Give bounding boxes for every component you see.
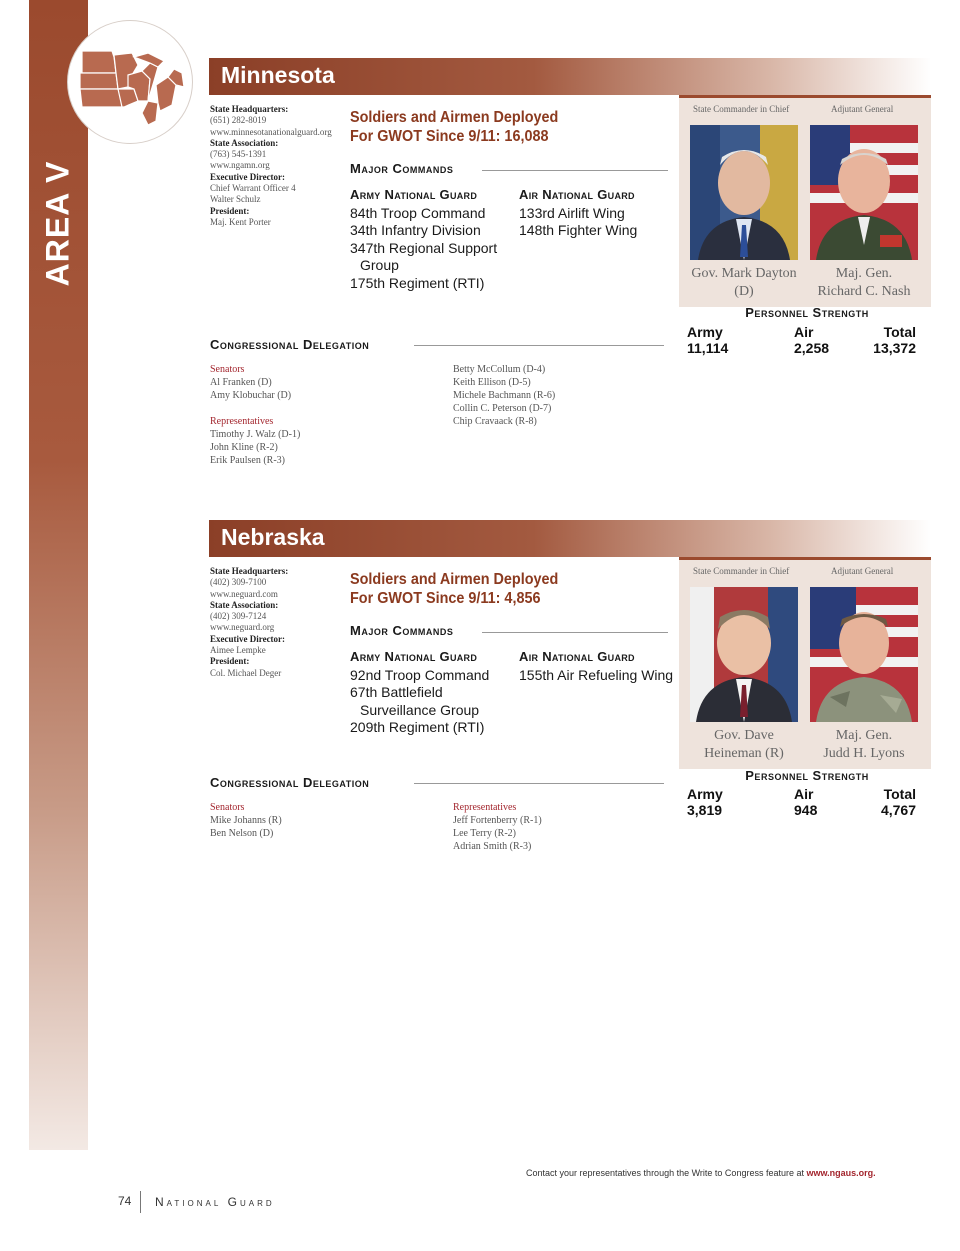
commander-name: [684, 727, 804, 762]
adjutant-photo: [810, 587, 918, 722]
delegation-col2: [453, 363, 555, 428]
region-map: [67, 20, 193, 144]
air-guard-heading: Air National Guard: [519, 187, 635, 202]
area-label: AREA V: [39, 160, 76, 286]
hq-phone: (402) 309-7100: [210, 577, 267, 588]
command-item: 347th Regional Support: [350, 239, 498, 256]
president-name: Maj. Kent Porter: [210, 216, 271, 227]
adjutant-name-line2: Richard C. Nash: [817, 283, 911, 299]
senator: Amy Klobuchar (D): [210, 390, 292, 401]
deployed-heading: [350, 108, 558, 146]
state-contact-info: [210, 104, 345, 228]
divider: [482, 632, 668, 633]
divider: [414, 783, 664, 784]
exec-name: Walter Schulz: [210, 194, 261, 205]
president-name: Col. Michael Deger: [210, 667, 282, 678]
commander-photo: [690, 587, 798, 722]
army-commands: [350, 648, 489, 737]
hq-phone: (651) 282-8019: [210, 115, 267, 126]
command-item: 84th Troop Command: [350, 204, 486, 221]
command-item: 34th Infantry Division: [350, 222, 481, 238]
president-label: President:: [210, 656, 250, 667]
commander-name-line2: (D): [734, 283, 754, 299]
personnel-strength-heading: Personnel Strength: [745, 768, 869, 783]
air-strength-label: Air: [794, 324, 814, 340]
congressional-delegation-heading: Congressional Delegation: [210, 337, 370, 352]
congressional-delegation-heading: Congressional Delegation: [210, 775, 370, 790]
air-commands: [519, 186, 637, 240]
adjutant-role: Adjutant General: [831, 104, 894, 114]
footer-note-text: Contact your representatives through the Write to Congress feature at: [526, 1168, 804, 1178]
personnel-strength-heading: Personnel Strength: [745, 305, 869, 320]
adjutant-name: [804, 727, 924, 762]
air-strength-label: Air: [794, 786, 814, 802]
senators-heading: Senators: [210, 364, 245, 375]
exec-label: Executive Director:: [210, 633, 286, 644]
commander-role: State Commander in Chief: [693, 566, 790, 576]
command-item: Group: [360, 257, 399, 273]
representatives-heading: Representatives: [210, 416, 274, 427]
representative: Adrian Smith (R-3): [453, 841, 532, 852]
senator: Al Franken (D): [210, 377, 272, 388]
state-name: Minnesota: [221, 62, 335, 88]
air-strength-value: 948: [794, 802, 818, 818]
adjutant-name-line1: Maj. Gen.: [835, 728, 893, 743]
major-commands-heading: Major Commands: [350, 161, 454, 176]
representative: Lee Terry (R-2): [453, 828, 516, 839]
publication-name: National Guard: [155, 1195, 275, 1209]
leadership-panel: [679, 95, 931, 307]
army-guard-heading: Army National Guard: [350, 187, 478, 202]
adjutant-photo: [810, 125, 918, 260]
leadership-panel: [679, 557, 931, 769]
total-strength-label: Total: [883, 786, 916, 802]
hq-url[interactable]: www.minnesotanationalguard.org: [210, 126, 332, 137]
army-guard-heading: Army National Guard: [350, 649, 478, 664]
assoc-label: State Association:: [210, 599, 279, 610]
deployed-line1: Soldiers and Airmen Deployed: [350, 571, 559, 588]
representative: Collin C. Peterson (D-7): [453, 403, 552, 414]
army-commands: [350, 186, 497, 292]
commander-name-line2: Heineman (R): [704, 745, 784, 761]
adjutant-name-line1: Maj. Gen.: [835, 266, 893, 281]
air-commands: [519, 648, 673, 684]
region-map-graphic: [68, 21, 193, 144]
representative: Chip Cravaack (R-8): [453, 416, 537, 427]
army-strength-label: Army: [687, 786, 723, 802]
representative: John Kline (R-2): [210, 442, 278, 453]
major-commands-heading: Major Commands: [350, 623, 454, 638]
hq-label: State Headquarters:: [210, 566, 289, 576]
state-banner-nebraska: [209, 520, 931, 557]
total-strength-label: Total: [883, 324, 916, 340]
commander-photo: [690, 125, 798, 260]
divider: [482, 170, 668, 171]
representative: Timothy J. Walz (D-1): [210, 429, 301, 440]
command-item: 67th Battlefield: [350, 684, 443, 700]
senators-heading: Senators: [210, 802, 245, 813]
commander-name-line1: Gov. Mark Dayton: [691, 266, 797, 281]
command-item: Surveillance Group: [360, 701, 480, 718]
assoc-phone: (763) 545-1391: [210, 149, 267, 160]
state-contact-info: [210, 566, 345, 679]
deployed-heading: [350, 570, 558, 608]
command-item: 92nd Troop Command: [350, 666, 490, 683]
assoc-url[interactable]: www.ngamn.org: [210, 160, 270, 171]
army-strength-label: Army: [687, 324, 723, 340]
assoc-phone: (402) 309-7124: [210, 611, 267, 622]
deployed-line2: For GWOT Since 9/11: 16,088: [350, 128, 549, 145]
hq-label: State Headquarters:: [210, 104, 289, 114]
senator: Mike Johanns (R): [210, 815, 282, 826]
divider: [140, 1191, 141, 1213]
adjutant-name: [804, 265, 924, 300]
adjutant-name-line2: Judd H. Lyons: [823, 745, 905, 761]
representative: Keith Ellison (D-5): [453, 377, 531, 388]
president-label: President:: [210, 205, 250, 216]
state-banner-minnesota: [209, 58, 931, 95]
delegation-col2: [453, 801, 542, 853]
adjutant-role: Adjutant General: [831, 566, 894, 576]
representative: Erik Paulsen (R-3): [210, 455, 285, 466]
commander-name: [684, 265, 804, 300]
divider: [414, 345, 664, 346]
footer-note: [526, 1168, 876, 1178]
representative: Betty McCollum (D-4): [453, 364, 546, 375]
command-item: 209th Regiment (RTI): [350, 719, 485, 735]
air-guard-heading: Air National Guard: [519, 649, 635, 664]
army-strength-value: 11,114: [687, 340, 729, 356]
exec-title: Chief Warrant Officer 4: [210, 183, 296, 194]
command-item: 133rd Airlift Wing: [519, 204, 625, 221]
exec-name: Aimee Lempke: [210, 645, 266, 656]
senator: Ben Nelson (D): [210, 828, 274, 839]
air-strength-value: 2,258: [794, 340, 830, 356]
hq-url[interactable]: www.neguard.com: [210, 588, 278, 599]
representatives-heading: Representatives: [453, 802, 517, 813]
total-strength-value: 13,372: [873, 340, 916, 356]
commander-name-line1: Gov. Dave: [714, 728, 774, 743]
command-item: 175th Regiment (RTI): [350, 274, 485, 291]
command-item: 148th Fighter Wing: [519, 222, 638, 238]
command-item: 155th Air Refueling Wing: [519, 666, 674, 683]
assoc-label: State Association:: [210, 137, 279, 148]
delegation-col1: [210, 363, 300, 467]
representative: Michele Bachmann (R-6): [453, 390, 556, 401]
total-strength-value: 4,767: [880, 802, 916, 818]
page-number: 74: [118, 1194, 132, 1208]
exec-label: Executive Director:: [210, 171, 286, 182]
deployed-line2: For GWOT Since 9/11: 4,856: [350, 590, 541, 607]
commander-role: State Commander in Chief: [693, 104, 790, 114]
army-strength-value: 3,819: [687, 802, 723, 818]
representative: Jeff Fortenberry (R-1): [453, 815, 542, 826]
footer-url[interactable]: www.ngaus.org.: [806, 1168, 876, 1178]
deployed-line1: Soldiers and Airmen Deployed: [350, 109, 559, 126]
state-name: Nebraska: [221, 524, 325, 550]
assoc-url[interactable]: www.neguard.org: [210, 622, 275, 633]
spacer: [210, 402, 300, 415]
delegation-col1: [210, 801, 282, 840]
